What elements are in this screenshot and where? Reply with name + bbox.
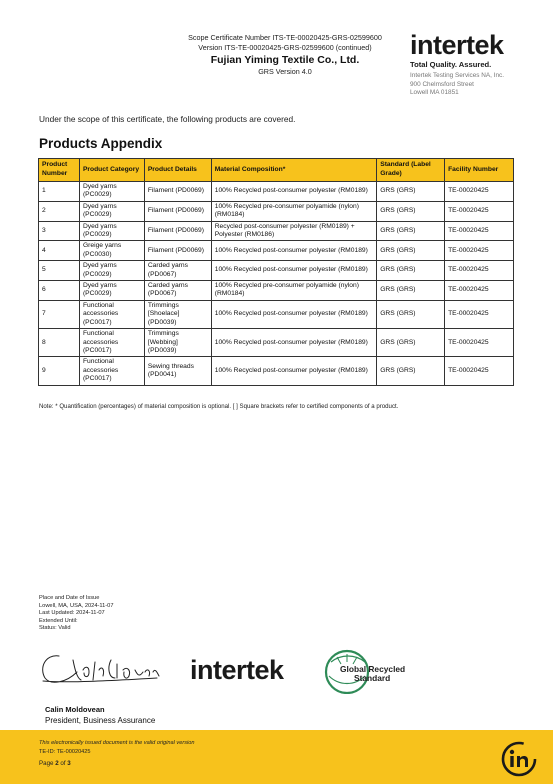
logo-wordmark: intertek [410, 30, 504, 60]
table-cell: GRS (GRS) [377, 329, 445, 357]
col-header: Product Category [79, 159, 144, 182]
table-cell: Carded yarns (PD0067) [144, 261, 211, 281]
table-cell: TE-00020425 [445, 182, 514, 202]
products-table [38, 158, 514, 386]
table-row [39, 261, 514, 281]
table-cell: TE-00020425 [445, 329, 514, 357]
table-cell: 100% Recycled pre-consumer polyamide (nylon) (RM0184) [211, 281, 377, 301]
logo-address [410, 72, 540, 98]
table-cell: Functional accessories (PC0017) [79, 357, 144, 385]
col-header: Product Details [144, 159, 211, 182]
logo-tagline: Total Quality. Assured. [410, 60, 492, 69]
intertek-logo [410, 31, 540, 98]
table-cell: 9 [39, 357, 80, 385]
table-cell: 100% Recycled pre-consumer polyamide (nylon) (RM0184) [211, 201, 377, 221]
table-cell: 2 [39, 201, 80, 221]
status: Status: Valid [39, 625, 71, 632]
grs-line: Global Recycled [340, 664, 406, 674]
table-cell: GRS (GRS) [377, 182, 445, 202]
table-cell: 4 [39, 241, 80, 261]
table-cell: Functional accessories (PC0017) [79, 300, 144, 328]
page-label: Page [39, 760, 54, 767]
table-row [39, 241, 514, 261]
table-cell: GRS (GRS) [377, 221, 445, 241]
last-updated: Last Updated: 2024-11-07 [39, 610, 105, 617]
table-cell: Filament (PD0069) [144, 221, 211, 241]
signer-name: Calin Moldovean [45, 705, 105, 714]
page-total: 3 [67, 760, 71, 767]
table-cell: Filament (PD0069) [144, 201, 211, 221]
page-number [39, 760, 71, 767]
table-cell: TE-00020425 [445, 261, 514, 281]
table-cell: 1 [39, 182, 80, 202]
table-cell: Sewing threads (PD0041) [144, 357, 211, 385]
table-cell: Dyed yarns (PC0029) [79, 201, 144, 221]
table-cell: GRS (GRS) [377, 281, 445, 301]
grs-line: Standard [354, 672, 391, 683]
table-cell: 8 [39, 329, 80, 357]
table-cell: Trimmings [Webbing] (PD0039) [144, 329, 211, 357]
standard-version: GRS Version 4.0 [258, 67, 312, 76]
table-cell: Filament (PD0069) [144, 241, 211, 261]
intertek-in-icon [500, 740, 538, 778]
col-header: Standard (Label Grade) [377, 159, 445, 182]
table-cell: Trimmings [Shoelace] (PD0039) [144, 300, 211, 328]
cert-number: Scope Certificate Number ITS-TE-00020425-GRS-02599600 [188, 33, 382, 42]
table-cell: 100% Recycled post-consumer polyester (RM0189) [211, 357, 377, 385]
col-header: Facility Number [445, 159, 514, 182]
address-line: Lowell MA 01851 [410, 89, 459, 96]
table-cell: Dyed yarns (PC0029) [79, 261, 144, 281]
table-cell: GRS (GRS) [377, 261, 445, 281]
table-cell: Carded yarns (PD0067) [144, 281, 211, 301]
table-cell: 6 [39, 281, 80, 301]
issue-label: Place and Date of Issue [39, 595, 100, 601]
table-cell: Dyed yarns (PC0029) [79, 182, 144, 202]
col-header: Material Composition* [211, 159, 377, 182]
table-cell: GRS (GRS) [377, 241, 445, 261]
table-cell: 100% Recycled post-consumer polyester (RM0189) [211, 300, 377, 328]
issue-info [39, 595, 114, 633]
appendix-title: Products Appendix [39, 136, 163, 151]
table-row [39, 300, 514, 328]
table-cell: TE-00020425 [445, 241, 514, 261]
table-cell: TE-00020425 [445, 201, 514, 221]
address-line: Intertek Testing Services NA, Inc. [410, 72, 505, 79]
table-cell: Recycled post-consumer polyester (RM0189) + Polyester (RM0186) [211, 221, 377, 241]
cert-version: Version ITS-TE-00020425-GRS-02599600 (continued) [198, 43, 372, 52]
table-cell: Filament (PD0069) [144, 182, 211, 202]
validity-note: This electronically issued document is the valid original version [39, 740, 195, 746]
table-cell: 7 [39, 300, 80, 328]
table-cell: 3 [39, 221, 80, 241]
footer-bar [0, 730, 553, 784]
grs-text [340, 665, 405, 683]
grs-logo [323, 648, 413, 694]
signature-image [37, 648, 162, 688]
page-current: 2 [55, 760, 59, 767]
table-cell: TE-00020425 [445, 300, 514, 328]
table-cell: GRS (GRS) [377, 357, 445, 385]
table-row [39, 182, 514, 202]
table-cell: 100% Recycled post-consumer polyester (RM0189) [211, 241, 377, 261]
table-row [39, 357, 514, 385]
table-cell: 5 [39, 261, 80, 281]
te-id: TE-ID: TE-00020425 [39, 749, 91, 755]
table-cell: Functional accessories (PC0017) [79, 329, 144, 357]
extended-until: Extended Until: [39, 617, 78, 624]
table-cell: Greige yarns (PC0030) [79, 241, 144, 261]
table-cell: Dyed yarns (PC0029) [79, 221, 144, 241]
table-cell: GRS (GRS) [377, 201, 445, 221]
table-cell: TE-00020425 [445, 281, 514, 301]
address-line: 900 Chelmsford Street [410, 80, 474, 88]
table-row [39, 201, 514, 221]
table-cell: TE-00020425 [445, 221, 514, 241]
issue-location-date: Lowell, MA, USA, 2024-11-07 [39, 602, 114, 609]
table-row [39, 281, 514, 301]
table-header-row [39, 159, 514, 182]
table-note: Note: * Quantification (percentages) of material composition is optional. [ ] Square brackets refer to certified components of a product. [39, 403, 399, 410]
table-row [39, 329, 514, 357]
table-cell: 100% Recycled post-consumer polyester (RM0189) [211, 182, 377, 202]
company-name: Fujian Yiming Textile Co., Ltd. [210, 54, 360, 66]
table-cell: GRS (GRS) [377, 300, 445, 328]
intertek-logo-bottom: intertek [190, 655, 284, 685]
table-cell: TE-00020425 [445, 357, 514, 385]
signer-title: President, Business Assurance [45, 716, 156, 725]
page-of: of [60, 760, 66, 767]
certificate-header [140, 33, 430, 77]
table-cell: 100% Recycled post-consumer polyester (RM0189) [211, 261, 377, 281]
table-cell: 100% Recycled post-consumer polyester (RM0189) [211, 329, 377, 357]
intro-text: Under the scope of this certificate, the following products are covered. [39, 114, 296, 124]
table-row [39, 221, 514, 241]
table-cell: Dyed yarns (PC0029) [79, 281, 144, 301]
table-body [39, 182, 514, 386]
col-header: Product Number [39, 159, 80, 182]
